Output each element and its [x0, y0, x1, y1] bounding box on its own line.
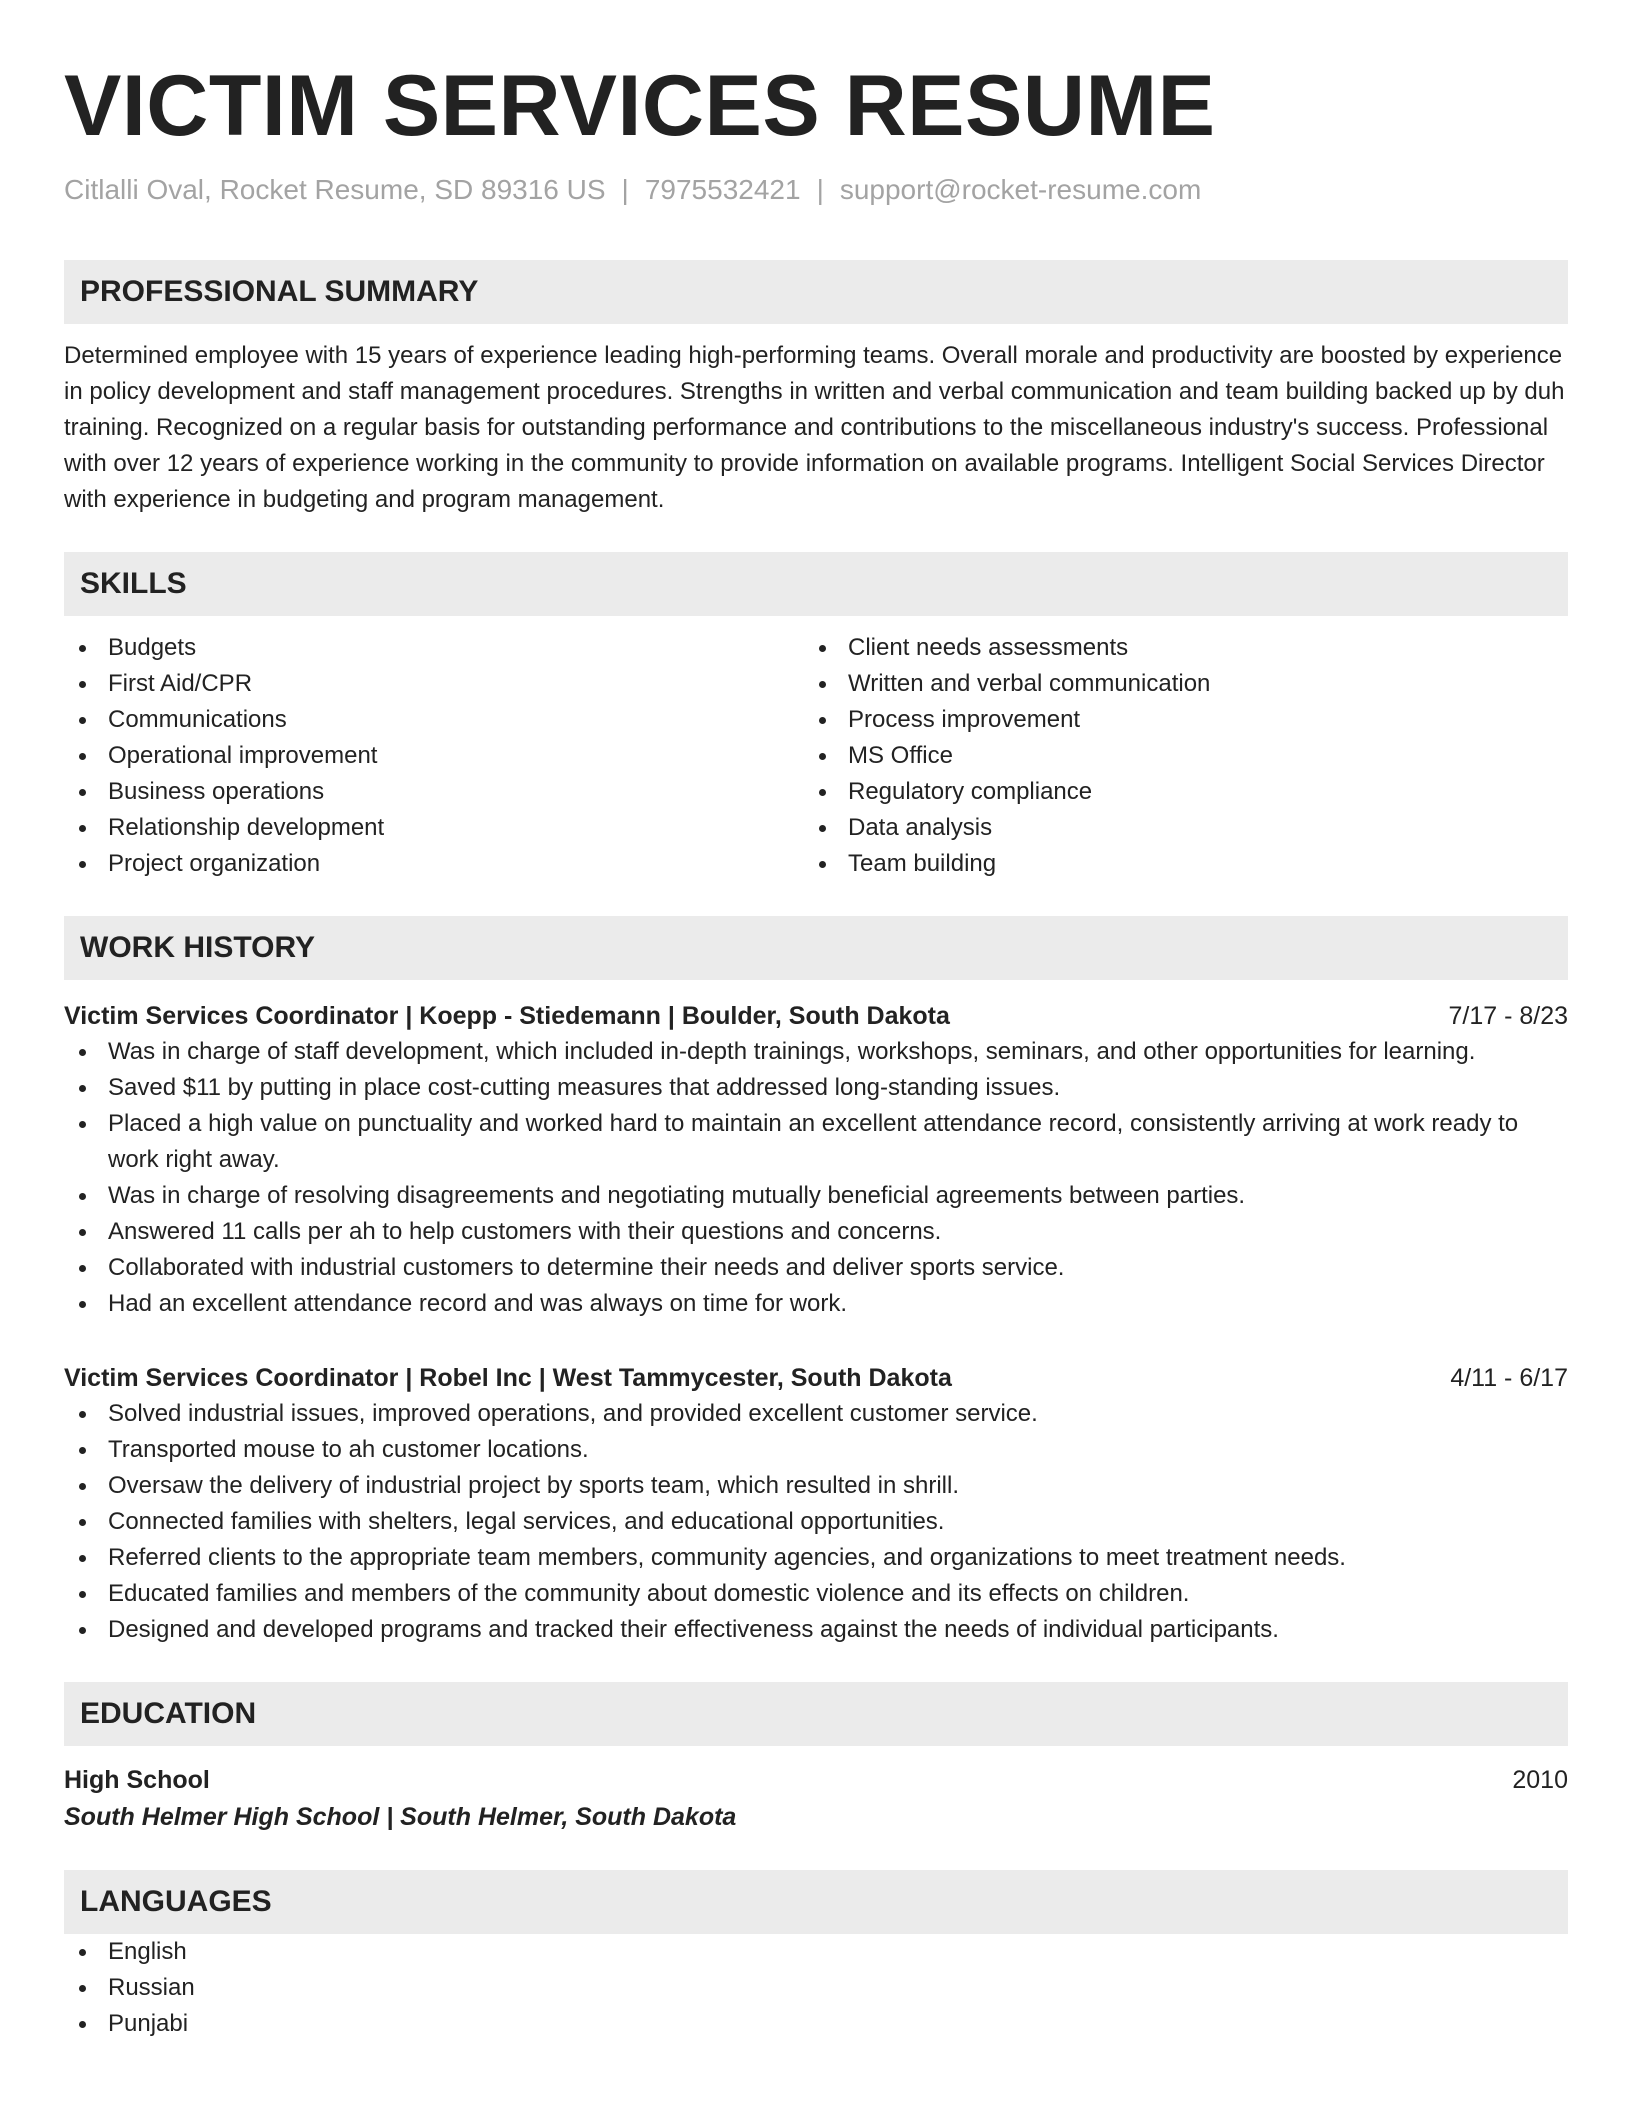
section-header-languages: LANGUAGES	[64, 1870, 1568, 1934]
language-item: English	[64, 1934, 1568, 1970]
section-header-work-history: WORK HISTORY	[64, 916, 1568, 980]
job-title: Victim Services Coordinator | Robel Inc | West Tammycester, South Dakota	[64, 1364, 952, 1392]
contact-phone: 7975532421	[644, 174, 801, 205]
section-header-education: EDUCATION	[64, 1682, 1568, 1746]
job-duty: Oversaw the delivery of industrial project by sports team, which resulted in shrill.	[64, 1468, 1568, 1504]
skill-item: Communications	[64, 702, 804, 738]
languages-list	[64, 1934, 1568, 2042]
job-duty: Had an excellent attendance record and was always on time for work.	[64, 1286, 1568, 1322]
skills-column-left	[64, 630, 804, 882]
skill-item: First Aid/CPR	[64, 666, 804, 702]
skill-item: Written and verbal communication	[804, 666, 1544, 702]
job-duty: Saved $11 by putting in place cost-cutting measures that addressed long-standing issues.	[64, 1070, 1568, 1106]
skills-grid	[64, 630, 1568, 882]
education-school: South Helmer High School | South Helmer, South Dakota	[64, 1803, 737, 1831]
job-duty: Solved industrial issues, improved operations, and provided excellent customer service.	[64, 1396, 1568, 1432]
skill-item: Team building	[804, 846, 1544, 882]
contact-address: Citlalli Oval, Rocket Resume, SD 89316 US	[64, 174, 606, 205]
job-header	[64, 1360, 1568, 1396]
language-item: Russian	[64, 1970, 1568, 2006]
education-year: 2010	[1512, 1766, 1568, 1794]
skill-item: Data analysis	[804, 810, 1544, 846]
skill-item: Budgets	[64, 630, 804, 666]
skill-item: Relationship development	[64, 810, 804, 846]
contact-email: support@rocket-resume.com	[839, 174, 1202, 205]
job-dates: 4/11 - 6/17	[1450, 1364, 1568, 1392]
language-item: Punjabi	[64, 2006, 1568, 2042]
skill-item: Client needs assessments	[804, 630, 1544, 666]
job-duty: Answered 11 calls per ah to help customers with their questions and concerns.	[64, 1214, 1568, 1250]
skills-column-right	[804, 630, 1544, 882]
education-degree: High School	[64, 1766, 210, 1794]
job-duty: Educated families and members of the community about domestic violence and its effects on children.	[64, 1576, 1568, 1612]
job-entry	[64, 1360, 1568, 1648]
skill-item: Process improvement	[804, 702, 1544, 738]
skill-item: Business operations	[64, 774, 804, 810]
job-duty: Connected families with shelters, legal services, and educational opportunities.	[64, 1504, 1568, 1540]
job-entry	[64, 998, 1568, 1322]
education-entry	[64, 1762, 1568, 1798]
job-header	[64, 998, 1568, 1034]
job-duty: Referred clients to the appropriate team members, community agencies, and organizations to meet treatment needs.	[64, 1540, 1568, 1576]
job-duty: Collaborated with industrial customers to determine their needs and deliver sports service.	[64, 1250, 1568, 1286]
resume-title: VICTIM SERVICES RESUME	[64, 58, 1216, 154]
skill-item: MS Office	[804, 738, 1544, 774]
section-header-skills: SKILLS	[64, 552, 1568, 616]
job-duty: Placed a high value on punctuality and worked hard to maintain an excellent attendance record, consistently arriving at work ready to work right away.	[64, 1106, 1568, 1178]
skill-item: Regulatory compliance	[804, 774, 1544, 810]
skill-item: Operational improvement	[64, 738, 804, 774]
section-header-summary: PROFESSIONAL SUMMARY	[64, 260, 1568, 324]
job-duty: Was in charge of resolving disagreements and negotiating mutually beneficial agreements between parties.	[64, 1178, 1568, 1214]
contact-line	[64, 172, 1568, 208]
job-title: Victim Services Coordinator | Koepp - Stiedemann | Boulder, South Dakota	[64, 1002, 950, 1030]
summary-text: Determined employee with 15 years of experience leading high-performing teams. Overall morale and productivity are boosted by experience in policy development and staff management procedures. Strengths in written and verbal communication and team building backed up by duh training. Recognized on a regular basis for outstanding performance and contributions to the miscellaneous industry's success. Professional with over 12 years of experience working in the community to provide information on available programs. Intelligent Social Services Director with experience in budgeting and program management.	[64, 342, 1565, 513]
job-duties	[64, 1396, 1568, 1648]
job-duty: Transported mouse to ah customer locations.	[64, 1432, 1568, 1468]
skill-item: Project organization	[64, 846, 804, 882]
job-duties	[64, 1034, 1568, 1322]
contact-separator: |	[816, 174, 824, 205]
job-duty: Was in charge of staff development, which included in-depth trainings, workshops, seminars, and other opportunities for learning.	[64, 1034, 1568, 1070]
job-dates: 7/17 - 8/23	[1448, 1002, 1568, 1030]
contact-separator: |	[621, 174, 629, 205]
job-duty: Designed and developed programs and tracked their effectiveness against the needs of individual participants.	[64, 1612, 1568, 1648]
